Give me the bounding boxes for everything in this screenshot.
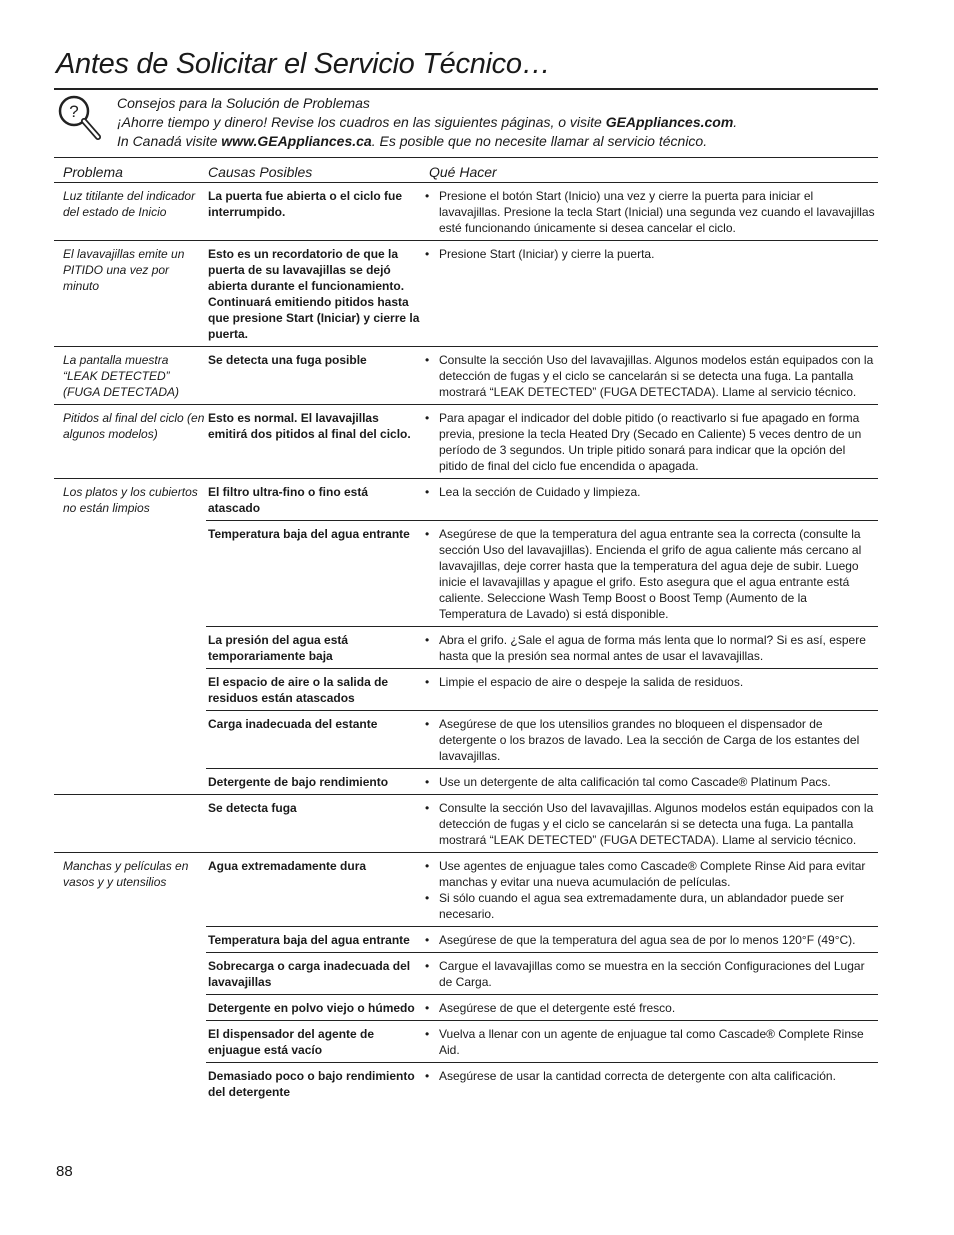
todo-item: • Consulte la sección Uso del lavavajillas. Algunos modelos están equipados con la detección de fugas y el ciclo se cancelarán si se detecta una fuga. La pantalla mostrará “LEAK DETECTED” (FUGA DETECTADA). Llame al servicio técnico. — [425, 800, 876, 848]
todo-list — [425, 246, 876, 262]
tips-text: . — [733, 114, 738, 130]
problem-cell: Pitidos al final del ciclo (en algunos modelos) — [63, 411, 205, 441]
cause-rows — [206, 405, 878, 478]
problem-cell: Manchas y películas en vasos y y utensilios — [63, 859, 189, 889]
todo-cell — [425, 853, 878, 926]
table-row — [206, 347, 878, 404]
todo-item: • Asegúrese de que la temperatura del agua sea de por lo menos 120°F (49°C). — [425, 932, 876, 948]
todo-list — [425, 188, 876, 236]
geappliances-link[interactable]: GEAppliances.com — [605, 114, 734, 130]
todo-list — [425, 958, 876, 990]
todo-cell — [425, 241, 878, 346]
table-header — [54, 158, 878, 183]
todo-cell — [425, 711, 878, 768]
todo-cell — [425, 521, 878, 626]
todo-item: • Asegúrese de que los utensilios grandes no bloqueen el dispensador de detergente o los brazos de lavado. Lea la sección de Carga de los estantes del lavavajillas. — [425, 716, 876, 764]
todo-item: • Presione el botón Start (Inicio) una vez y cierre la puerta para iniciar el lavavajillas. Presione la tecla Start (Inicial) una segunda vez cuando el lavavajillas esté funcionando únicamente si desea cancelar el ciclo. — [425, 188, 876, 236]
todo-cell — [425, 795, 878, 852]
tips-heading: Consejos para la Solución de Problemas — [117, 95, 370, 111]
cause-rows — [206, 241, 878, 346]
todo-item: • Use agentes de enjuague tales como Cascade® Complete Rinse Aid para evitar manchas y evitar una nueva acumulación de películas. — [425, 858, 876, 890]
todo-item: • Vuelva a llenar con un agente de enjuague tal como Cascade® Complete Rinse Aid. — [425, 1026, 876, 1058]
todo-item: • Consulte la sección Uso del lavavajillas. Algunos modelos están equipados con la detección de fugas y el ciclo se cancelarán si se detecta una fuga. La pantalla mostrará “LEAK DETECTED” (FUGA DETECTADA). Llame al servicio técnico. — [425, 352, 876, 400]
todo-list — [425, 858, 876, 922]
table-row — [206, 1063, 878, 1104]
todo-item: • Cargue el lavavajillas como se muestra en la sección Configuraciones del Lugar de Carga. — [425, 958, 876, 990]
cause-rows — [206, 795, 878, 852]
todo-item: • Use un detergente de alta calificación tal como Cascade® Platinum Pacs. — [425, 774, 876, 790]
cause-cell: El dispensador del agente de enjuague está vacío — [208, 1027, 375, 1057]
tips-text: ¡Ahorre tiempo y dinero! Revise los cuadros en las siguientes páginas, o visite — [117, 114, 606, 130]
todo-list — [425, 800, 876, 848]
tips-line-1 — [117, 113, 887, 132]
table-section — [54, 183, 878, 241]
table-row — [206, 627, 878, 669]
cause-cell: La puerta fue abierta o el ciclo fue interrumpido. — [208, 189, 403, 219]
title-divider — [54, 88, 878, 90]
tips-text: . Es posible que no necesite llamar al servicio técnico. — [371, 133, 708, 149]
table-section — [54, 241, 878, 347]
todo-item: • Abra el grifo. ¿Sale el agua de forma más lenta que lo normal? Si es así, espere hasta que la presión sea normal antes de usar el lavavajillas. — [425, 632, 876, 664]
table-row — [206, 183, 878, 240]
table-row — [206, 1021, 878, 1063]
problem-cell: Luz titilante del indicador del estado de Inicio — [63, 189, 196, 219]
table-row — [206, 853, 878, 927]
table-section — [54, 347, 878, 405]
todo-cell — [425, 183, 878, 240]
todo-item: • Presione Start (Iniciar) y cierre la puerta. — [425, 246, 876, 262]
page-number: 88 — [56, 1163, 73, 1180]
table-row — [206, 795, 878, 852]
page-title: Antes de Solicitar el Servicio Técnico… — [56, 48, 551, 80]
table-row — [206, 711, 878, 769]
todo-item: • Asegúrese de que la temperatura del agua entrante sea la correcta (consulte la sección Uso del lavavajillas). Encienda el grifo de agua caliente más cercano al lavavajillas, deje correr hasta que la temperatura del agua deje de subir. Luego inicie el lavavajillas y apague el grifo. Esto asegura que el agua entrante está caliente. Seleccione Wash Temp Boost o Boost Temp (Aumento de la Temperatura de Lavado) si está disponible. — [425, 526, 876, 622]
todo-list — [425, 932, 876, 948]
todo-cell — [425, 669, 878, 710]
table-row — [206, 521, 878, 627]
todo-item: • Limpie el espacio de aire o despeje la salida de residuos. — [425, 674, 876, 690]
todo-cell — [425, 953, 878, 994]
cause-rows — [206, 479, 878, 794]
tips-line-2 — [117, 132, 887, 151]
table-row — [206, 995, 878, 1021]
question-magnifier-icon — [56, 94, 106, 140]
todo-list — [425, 674, 876, 690]
cause-cell: Temperatura baja del agua entrante — [208, 933, 410, 947]
geappliances-ca-link[interactable]: www.GEAppliances.ca — [221, 133, 372, 149]
cause-cell: Se detecta fuga — [208, 801, 297, 815]
todo-list — [425, 410, 876, 474]
header-causes: Causas Posibles — [208, 164, 313, 180]
cause-rows — [206, 853, 878, 1104]
todo-cell — [425, 347, 878, 404]
todo-cell — [425, 927, 878, 952]
table-section — [54, 479, 878, 795]
todo-list — [425, 1026, 876, 1058]
table-section — [54, 405, 878, 479]
todo-item: • Asegúrese de que el detergente esté fresco. — [425, 1000, 876, 1016]
table-row — [206, 953, 878, 995]
todo-list — [425, 1068, 876, 1084]
todo-cell — [425, 479, 878, 520]
todo-list — [425, 352, 876, 400]
cause-cell: Esto es un recordatorio de que la puerta de su lavavajillas se dejó abierta durante el funcionamiento. Continuará emitiendo pitidos hasta que presione Start (Iniciar) y cierre la puerta. — [208, 247, 420, 341]
todo-cell — [425, 405, 878, 478]
todo-list — [425, 484, 876, 500]
todo-list — [425, 716, 876, 764]
cause-cell: El filtro ultra-fino o fino está atascado — [208, 485, 368, 515]
todo-item: • Asegúrese de usar la cantidad correcta de detergente con alta calificación. — [425, 1068, 876, 1084]
table-body — [54, 183, 878, 1104]
todo-list — [425, 526, 876, 622]
problem-cell: La pantalla muestra “LEAK DETECTED” (FUGA DETECTADA) — [63, 353, 179, 399]
cause-cell: El espacio de aire o la salida de residuos están atascados — [208, 675, 389, 705]
todo-cell — [425, 627, 878, 668]
cause-cell: Detergente en polvo viejo o húmedo — [208, 1001, 415, 1015]
table-row — [206, 241, 878, 346]
todo-list — [425, 632, 876, 664]
cause-cell: Detergente de bajo rendimiento — [208, 775, 389, 789]
todo-cell — [425, 995, 878, 1020]
cause-cell: Carga inadecuada del estante — [208, 717, 378, 731]
todo-cell — [425, 1021, 878, 1062]
table-row — [206, 479, 878, 521]
todo-item: • Si sólo cuando el agua sea extremadamente dura, un ablandador puede ser necesario. — [425, 890, 876, 922]
cause-cell: Sobrecarga o carga inadecuada del lavavajillas — [208, 959, 411, 989]
header-todo: Qué Hacer — [429, 164, 497, 180]
problem-cell — [54, 795, 206, 852]
problem-cell: El lavavajillas emite un PITIDO una vez por minuto — [63, 247, 185, 293]
cause-cell: Agua extremadamente dura — [208, 859, 367, 873]
cause-rows — [206, 183, 878, 240]
cause-cell: La presión del agua está temporariamente baja — [208, 633, 349, 663]
problem-cell: Los platos y los cubiertos no están limpios — [63, 485, 198, 515]
tips-block — [117, 94, 887, 151]
table-section — [54, 853, 878, 1104]
cause-cell: Esto es normal. El lavavajillas emitirá dos pitidos al final del ciclo. — [208, 411, 411, 441]
todo-cell — [425, 1063, 878, 1104]
todo-list — [425, 774, 876, 790]
tips-text: In Canadá visite — [117, 133, 222, 149]
table-row — [206, 927, 878, 953]
table-row — [206, 669, 878, 711]
svg-text:?: ? — [69, 102, 79, 121]
table-section — [54, 795, 878, 853]
todo-list — [425, 1000, 876, 1016]
cause-cell: Temperatura baja del agua entrante — [208, 527, 410, 541]
cause-cell: Demasiado poco o bajo rendimiento del detergente — [208, 1069, 415, 1099]
header-problem: Problema — [63, 164, 123, 180]
cause-rows — [206, 347, 878, 404]
cause-cell: Se detecta una fuga posible — [208, 353, 367, 367]
table-row — [206, 769, 878, 794]
todo-item: • Lea la sección de Cuidado y limpieza. — [425, 484, 876, 500]
todo-item: • Para apagar el indicador del doble pitido (o reactivarlo si fue apagado en forma previa, presione la tecla Heated Dry (Secado en Caliente) 5 veces dentro de un período de 3 segundos. Un triple pitido sonará para indicar que la opción del pitido de final del ciclo fue encendida o apagada. — [425, 410, 876, 474]
todo-cell — [425, 769, 878, 794]
table-row — [206, 405, 878, 478]
troubleshooting-table — [54, 157, 878, 1104]
